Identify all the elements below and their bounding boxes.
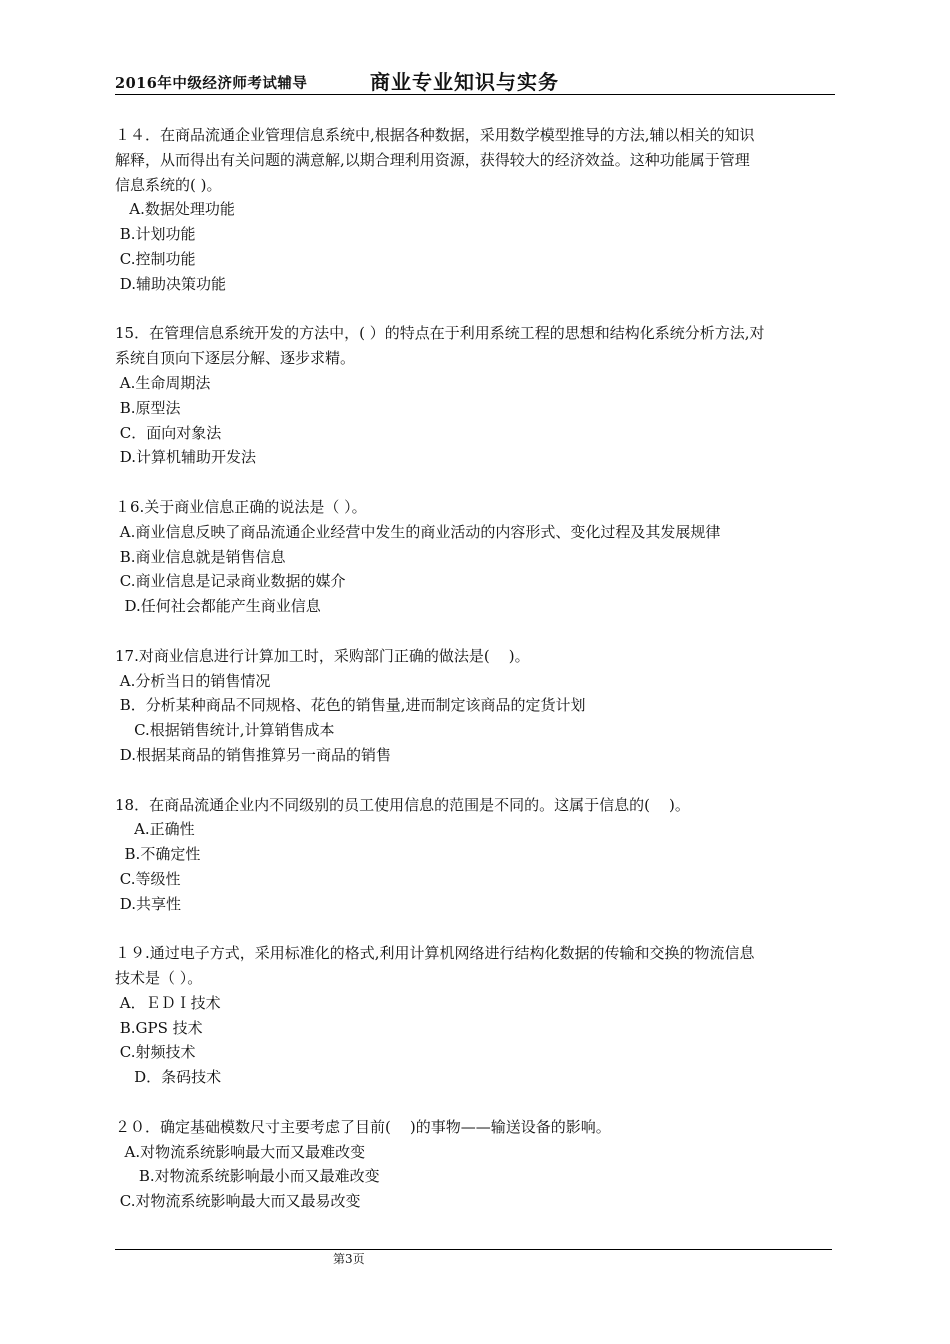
question-stem: １6.关于商业信息正确的说法是（ ）。	[115, 497, 367, 516]
question-line: B.对物流系统影响最小而又最难改变	[115, 1167, 380, 1186]
question-line: C.商业信息是记录商业数据的媒介	[115, 572, 346, 591]
question-stem: 18．在商品流通企业内不同级别的员工使用信息的范围是不同的。这属于信息的( )。	[115, 795, 690, 814]
question-line: B.GPS 技术	[115, 1018, 203, 1037]
question-stem: ２０．确定基础模数尺寸主要考虑了目前( )的事物——输送设备的影响。	[115, 1117, 611, 1136]
question-line: B.计划功能	[115, 225, 196, 244]
question-line: B.原型法	[115, 398, 181, 417]
question-line: C.控制功能	[115, 249, 196, 268]
question-block	[115, 941, 840, 1090]
question-line: D.计算机辅助开发法	[115, 448, 257, 467]
question-block	[115, 1115, 840, 1214]
question-line: A.对物流系统影响最大而又最难改变	[115, 1142, 366, 1161]
question-line: C.对物流系统影响最大而又最易改变	[115, 1192, 361, 1211]
question-line: D．条码技术	[115, 1068, 222, 1087]
question-list	[115, 123, 840, 1239]
question-line: C.根据销售统计,计算销售成本	[115, 721, 335, 740]
question-line: A．ＥＤＩ技术	[115, 993, 221, 1012]
question-line: 解释，从而得出有关问题的满意解,以期合理利用资源，获得较大的经济效益。这种功能属于管理	[115, 150, 750, 169]
question-block	[115, 793, 840, 917]
question-line: 技术是（ ）。	[115, 969, 203, 988]
question-line: A.正确性	[115, 820, 195, 839]
question-line: D.任何社会都能产生商业信息	[115, 597, 321, 616]
question-line: 信息系统的( )。	[115, 175, 222, 194]
header-subject-title: 商业专业知识与实务	[370, 70, 559, 94]
question-line: A.商业信息反映了商品流通企业经营中发生的商业活动的内容形式、变化过程及其发展规律	[115, 522, 721, 541]
question-line: A.生命周期法	[115, 373, 211, 392]
question-block	[115, 123, 840, 297]
header-exam-title: 2016年中级经济师考试辅导	[115, 75, 308, 92]
question-line: B．分析某种商品不同规格、花色的销售量,进而制定该商品的定货计划	[115, 696, 586, 715]
question-line: C.射频技术	[115, 1043, 196, 1062]
footer-divider	[115, 1249, 832, 1250]
question-line: C．面向对象法	[115, 423, 222, 442]
question-block	[115, 495, 840, 619]
question-line: D.根据某商品的销售推算另一商品的销售	[115, 745, 392, 764]
question-stem: １９.通过电子方式，采用标准化的格式,利用计算机网络进行结构化数据的传输和交换的物流信息	[115, 944, 755, 963]
question-line: D.共享性	[115, 894, 182, 913]
question-line: D.辅助决策功能	[115, 274, 227, 293]
question-line: B.不确定性	[115, 845, 201, 864]
question-stem: 17.对商业信息进行计算加工时，采购部门正确的做法是( )。	[115, 646, 530, 665]
question-line: C.等级性	[115, 869, 181, 888]
question-line: A.数据处理功能	[115, 200, 235, 219]
question-line: B.商业信息就是销售信息	[115, 547, 286, 566]
question-stem: １４．在商品流通企业管理信息系统中,根据各种数据，采用数学模型推导的方法,辅以相关的知识	[115, 126, 755, 144]
page-header	[115, 66, 835, 95]
page-number: 第3页	[333, 1252, 365, 1266]
question-block	[115, 321, 840, 470]
question-line: 系统自顶向下逐层分解、逐步求精。	[115, 349, 356, 368]
question-block	[115, 644, 840, 768]
question-line: A.分析当日的销售情况	[115, 671, 271, 690]
question-stem: 15．在管理信息系统开发的方法中，( ）的特点在于利用系统工程的思想和结构化系统分析方法,对	[115, 324, 765, 343]
